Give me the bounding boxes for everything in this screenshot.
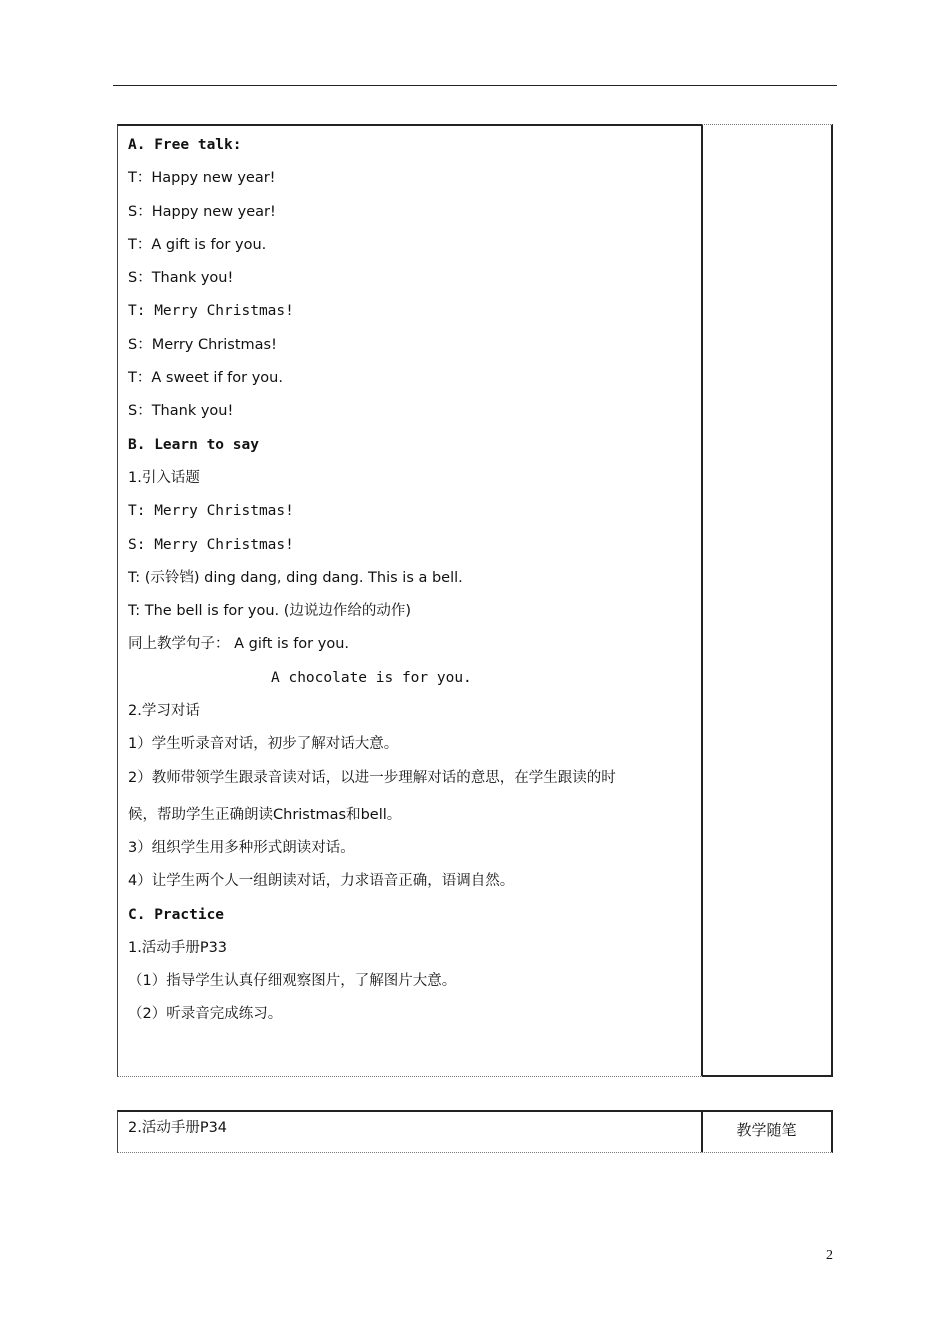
page-number: 2: [826, 1248, 833, 1263]
lesson-line: 2.学习对话: [128, 703, 200, 720]
lesson-line: T: The bell is for you. (边说边作给的动作): [128, 603, 412, 620]
section-heading: B. Learn to say: [128, 436, 259, 453]
lesson-line: （2）听录音完成练习。: [128, 1006, 283, 1023]
lesson-line: S：Happy new year!: [128, 203, 276, 220]
continuation-content-cell: [117, 1110, 703, 1153]
teaching-notes-header: 教学随笔: [702, 1110, 833, 1153]
lesson-line: S：Thank you!: [128, 403, 234, 420]
continuation-table: [117, 1110, 833, 1152]
lesson-line: 1.引入话题: [128, 469, 200, 486]
lesson-line: T：A gift is for you.: [128, 236, 267, 253]
lesson-line: 1）学生听录音对话，初步了解对话大意。: [128, 736, 399, 753]
header-rule: [113, 85, 837, 86]
lesson-line: T：A sweet if for you.: [128, 370, 283, 387]
lesson-line: T: (示铃铛) ding dang, ding dang. This is a bell.: [128, 569, 463, 586]
lesson-line: A chocolate is for you.: [271, 669, 472, 686]
lesson-line: 候，帮助学生正确朗读Christmas和bell。: [128, 806, 402, 823]
section-heading: A. Free talk:: [128, 137, 242, 153]
lesson-line: S: Merry Christmas!: [128, 536, 294, 553]
lesson-content-cell: [117, 124, 703, 1077]
lesson-line: 同上教学句子： A gift is for you.: [128, 636, 350, 653]
lesson-line: T：Happy new year!: [128, 170, 276, 187]
lesson-line: T: Merry Christmas!: [128, 503, 294, 520]
lesson-lines: [128, 132, 698, 1035]
notes-cell: [702, 124, 833, 1077]
continuation-text: 2.活动手册P34: [128, 1120, 228, 1136]
lesson-line: 4）让学生两个人一组朗读对话，力求语音正确，语调自然。: [128, 873, 515, 890]
lesson-plan-table: [117, 124, 833, 1076]
lesson-line: S：Thank you!: [128, 270, 234, 287]
section-heading: C. Practice: [128, 906, 225, 923]
lesson-line: 1.活动手册P33: [128, 939, 228, 956]
lesson-line: T: Merry Christmas!: [128, 303, 294, 320]
lesson-line: 3）组织学生用多种形式朗读对话。: [128, 839, 355, 856]
lesson-line: S：Merry Christmas!: [128, 336, 277, 353]
lesson-line: （1）指导学生认真仔细观察图片，了解图片大意。: [128, 973, 457, 990]
lesson-line: 2）教师带领学生跟录音读对话，以进一步理解对话的意思，在学生跟读的时: [128, 769, 616, 786]
